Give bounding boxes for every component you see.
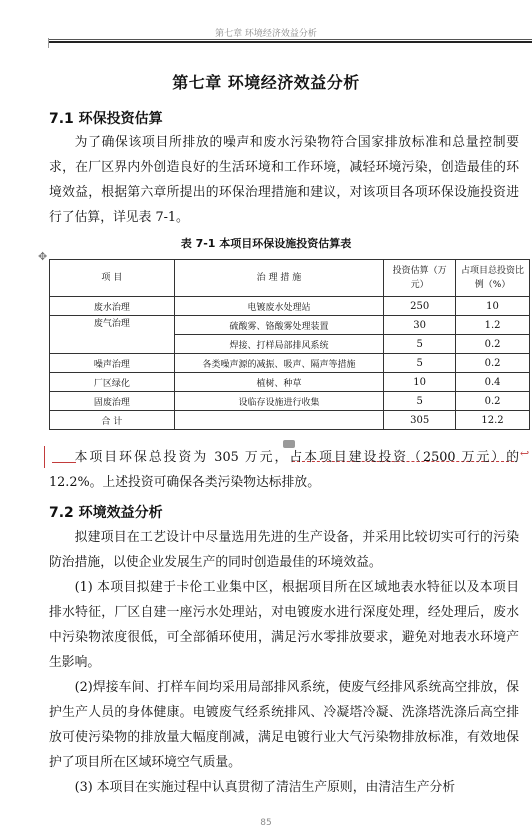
cell-invest: 10	[384, 373, 456, 392]
cell-ratio: 1.2	[456, 316, 530, 335]
cell-invest: 250	[384, 297, 456, 316]
cell-ratio: 0.2	[456, 335, 530, 354]
col-header-measure: 治 理 措 施	[174, 260, 384, 297]
cell-item: 废气治理	[50, 316, 175, 354]
cell-ratio: 0.4	[456, 373, 530, 392]
header-rule	[48, 39, 532, 40]
section1-paragraph: 为了确保该项目所排放的噪声和废水污染物符合国家排放标准和总量控制要求，在厂区界内外创造良好的生活环境和工作环境，减轻环境污染，创造最佳的环境效益，根据第六章所提出的环保治理措施和建议，对该项目各项环保设施投资进行了估算，详见表 7-1。	[49, 135, 519, 225]
cell-measure: 电镀废水处理站	[174, 297, 384, 316]
table-total-row	[50, 411, 530, 430]
table-caption: 表 7-1 本项目环保设施投资估算表	[180, 237, 352, 250]
investment-table	[49, 259, 530, 430]
total-label: 合 计	[50, 411, 175, 430]
section-heading-7-1: 7.1 环保投资估算	[49, 111, 163, 127]
table-row	[50, 373, 530, 392]
page-number: 85	[260, 818, 272, 828]
cell-measure: 焊接、打样局部排风系统	[174, 335, 384, 354]
margin-corner-mark	[48, 38, 49, 48]
table-header-row	[50, 260, 530, 297]
table-row	[50, 392, 530, 411]
total-ratio: 12.2	[456, 411, 530, 430]
cell-ratio: 0.2	[456, 392, 530, 411]
running-header: 第七章 环境经济效益分析	[215, 29, 317, 39]
section2-paragraph-2: (1) 本项目拟建于卡伦工业集中区，根据项目所在区域地表水特征以及本项目排水特征，厂区自建一座污水处理站，对电镀废水进行深度处理，经处理后，废水中污染物浓度很低，可全部循环使用，满足污水零排放要求，避免对地表水环境产生影响。	[49, 580, 519, 670]
cell-ratio: 10	[456, 297, 530, 316]
total-measure-empty	[174, 411, 384, 430]
cell-measure: 设临存设施进行收集	[174, 392, 384, 411]
cell-measure: 各类噪声源的减振、吸声、隔声等措施	[174, 354, 384, 373]
col-header-ratio: 占项目总投资比例（%）	[456, 260, 530, 297]
cell-item: 废水治理	[50, 297, 175, 316]
revision-bar	[44, 446, 45, 468]
cell-item: 噪声治理	[50, 354, 175, 373]
cell-invest: 5	[384, 335, 456, 354]
table-row	[50, 297, 530, 316]
section-heading-7-2: 7.2 环境效益分析	[49, 505, 163, 521]
cell-invest: 30	[384, 316, 456, 335]
section2-paragraph-4: (3) 本项目在实施过程中认真贯彻了清洁生产原则，由清洁生产分析	[74, 780, 456, 795]
cell-item: 厂区绿化	[50, 373, 175, 392]
cell-item: 固废治理	[50, 392, 175, 411]
cell-invest: 5	[384, 354, 456, 373]
total-invest: 305	[384, 411, 456, 430]
table-row	[50, 316, 530, 335]
col-header-invest: 投资估算（万元）	[384, 260, 456, 297]
cell-measure: 硫酸雾、铬酸雾处理装置	[174, 316, 384, 335]
header-rule-thick	[48, 41, 532, 43]
table-move-handle-icon[interactable]: ✥	[38, 250, 48, 263]
cell-invest: 5	[384, 392, 456, 411]
section2-paragraph-1: 拟建项目在工艺设计中尽量选用先进的生产设备，并采用比较切实可行的污染防治措施，以使企业发展生产的同时创造最佳的环境效益。	[49, 530, 519, 570]
investment-summary-paragraph: 本项目环保总投资为 305 万元，占本项目建设投资（2500 万元）的 12.2%。上述投资可确保各类污染物达标排放。	[49, 450, 519, 490]
col-header-item: 项 目	[50, 260, 175, 297]
section2-paragraph-3: (2)焊接车间、打样车间均采用局部排风系统，使废气经排风系统高空排放，保护生产人员的身体健康。电镀废气经系统排风、冷凝塔冷凝、洗涤塔洗涤后高空排放可使污染物的排放量大幅度削减，满足电镀行业大气污染物排放标准，有效地保护了项目所在区域环境空气质量。	[49, 680, 519, 770]
revision-mark-icon[interactable]: ↩	[520, 447, 530, 460]
cell-ratio: 0.2	[456, 354, 530, 373]
chapter-title: 第七章 环境经济效益分析	[172, 73, 360, 92]
cell-measure: 植树、种草	[174, 373, 384, 392]
table-row	[50, 354, 530, 373]
